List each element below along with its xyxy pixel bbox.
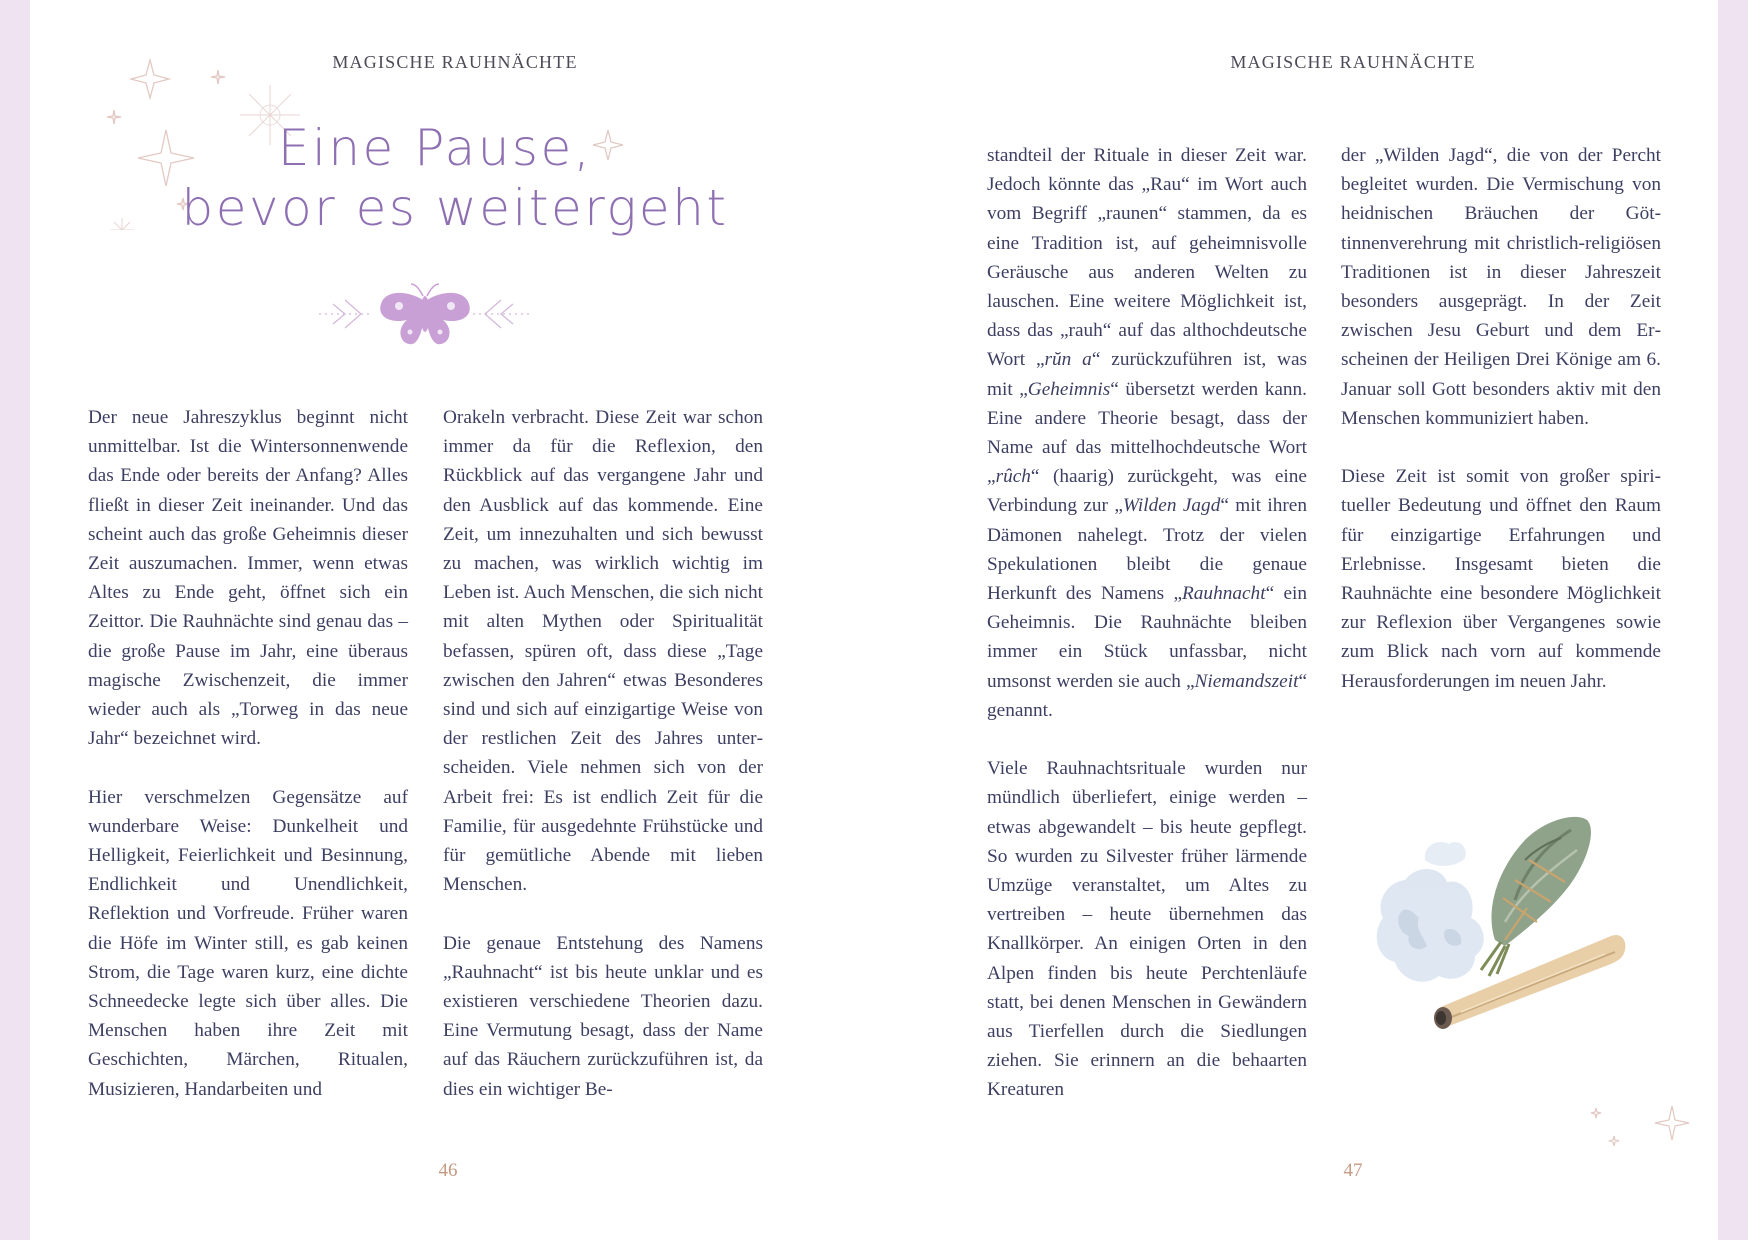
text-column-2	[443, 403, 763, 1104]
book-spread	[30, 0, 1718, 1240]
paragraph: Der neue Jahreszyklus beginnt nicht unmittelbar. Ist die Wintersonnenwende das Ende oder bereits der Anfang? Alles fließt in dieser Zeit ineinander. Und das scheint auch das große Geheimnis dieser Zeit auszumachen. Immer, wenn etwas Altes zu Ende geht, öffnet sich ein Zeittor. Die Rauhnächte sind genau das – die große Pause im Jahr, eine überaus magische Zwischenzeit, die immer wieder auch als „Torweg in das neue Jahr“ bezeichnet wird.	[88, 407, 408, 750]
paragraph: standteil der Rituale in dieser Zeit war. Jedoch könnte das „Rau“ im Wort auch vom Begriff „raunen“ stammen, da es eine Tradition ist, auf geheimnisvolle Geräusche aus anderen Welten zu lauschen. Eine weitere Möglichkeit ist, dass das „rauh“ auf das althochdeutsche Wort „rŭn a“ zurückzuführen ist, was mit „Geheimnis“ übersetzt werden kann. Eine andere Theorie besagt, dass der Name auf das mittelhochdeutsche Wort „rûch“ (haarig) zurückgeht, was eine Verbindung zur „Wilden Jagd“ mit ihren Dämonen nahelegt. Trotz der vielen Spekulationen bleibt die genaue Herkunft des Namens „Rauhnacht“ ein Geheimnis. Die Rauhnächte bleiben immer ein Stück unfassbar, nicht umsonst werden sie auch „Niemandszeit“ genannt.	[987, 145, 1308, 721]
chapter-title-line-2: bevor es weitergeht	[181, 179, 729, 237]
running-header-right: MAGISCHE RAUHNÄCHTE	[1230, 52, 1476, 72]
paragraph: Diese Zeit ist somit von großer spiritueller Bedeutung und öffnet den Raum für einzigartige Erfahrungen und Erlebnisse. Insgesamt bieten die Rauhnächte eine besondere Möglichkeit zur Reflexion über Vergangenes sowie zum Blick nach vorn auf kommende Herausforderungen im neuen Jahr.	[1341, 466, 1661, 692]
chapter-title	[120, 118, 790, 238]
running-header-left: MAGISCHE RAUHNÄCHTE	[332, 52, 578, 72]
paragraph: Viele Rauhnachtsrituale wurden nur mündlich überliefert, einige werden – etwas abgewandelt – bis heute gepflegt. So wurden zu Silvester früher lärmende Umzüge veranstaltet, um Altes zu vertreiben – heute übernehmen das Knallkörper. An einigen Orten in den Alpen finden bis heute Perchtenläufe statt, bei denen Menschen in Gewändern aus Tierfellen durch die Siedlungen ziehen. Sie erinnern an die behaarten Kreaturen	[987, 758, 1307, 1101]
smudge-illustration	[1365, 790, 1665, 1040]
moth-ornament-icon	[315, 280, 535, 350]
sparkle-decoration-bottom-right	[1530, 1090, 1690, 1190]
paragraph: Hier verschmelzen Gegensätze auf wunderbare Weise: Dunkelheit und Helligkeit, Feierlichkeit und Besinnung, Endlichkeit und Unendlichkeit, Reflektion und Vorfreude. Früher waren die Höfe im Winter still, es gab keinen Strom, die Tage waren kurz, eine dichte Schneedecke legte sich über alles. Die Menschen haben ihre Zeit mit Geschichten, Märchen, Ritualen, Musizieren, Handarbeiten und	[88, 786, 408, 1100]
text-column-3	[987, 141, 1307, 1105]
page-number-left: 46	[438, 1160, 458, 1181]
page-number-right: 47	[1343, 1160, 1363, 1181]
paragraph: Orakeln verbracht. Diese Zeit war schon immer da für die Reflexion, den Rückblick auf das vergangene Jahr und den Ausblick auf das kommende. Eine Zeit, um innezuhalten und sich bewusst zu machen, was wirklich wichtig im Leben ist. Auch Menschen, die sich nicht mit alten Mythen oder Spiritualität befassen, spüren oft, dass diese „Tage zwischen den Jahren“ etwas Besonderes sind und sich auf einzigartige Weise von der restlichen Zeit des Jahres unterscheiden. Viele nehmen sich von der Arbeit frei: Es ist endlich Zeit für die Familie, für ausgedehnte Frühstücke und für gemütliche Abende mit lieben Menschen.	[443, 407, 763, 896]
paragraph: Die genaue Entstehung des Namens „Rauhnacht“ ist bis heute unklar und es existieren verschiedene Theorien dazu. Eine Vermutung besagt, dass der Name auf das Räuchern zurückzuführen ist, da dies ein wichtiger Be-	[443, 932, 763, 1100]
paragraph: der „Wilden Jagd“, die von der Percht begleitet wurden. Die Vermischung von heidnischen Bräuchen der Göttinnenverehrung mit christlich-religiösen Traditionen ist in dieser Jahreszeit besonders ausgeprägt. In der Zeit zwischen Jesu Geburt und dem Erscheinen der Heiligen Drei Könige am 6. Januar soll Gott besonders aktiv mit den Menschen kommuniziert haben.	[1341, 145, 1661, 429]
text-column-1	[88, 403, 408, 1104]
chapter-title-line-1: Eine Pause,	[277, 119, 593, 177]
text-column-4	[1341, 141, 1661, 696]
